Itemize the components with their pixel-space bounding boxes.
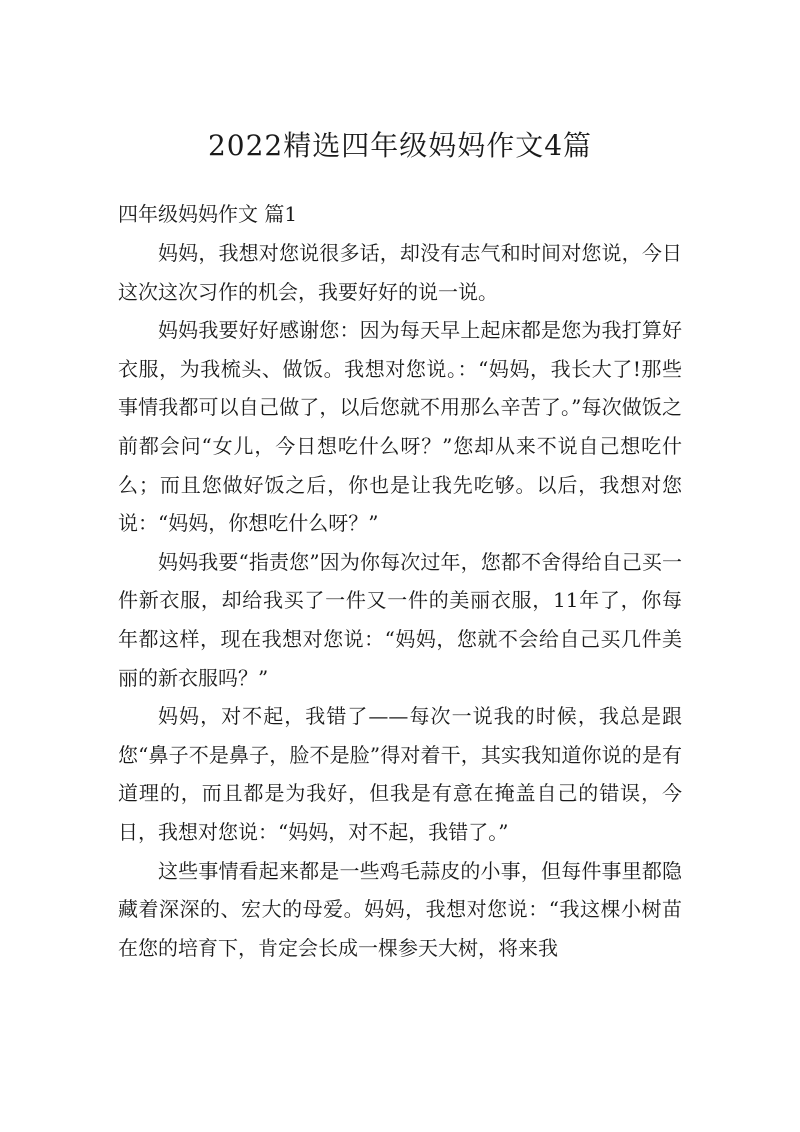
paragraph: 妈妈，我想对您说很多话，却没有志气和时间对您说，今日这次这次习作的机会，我要好好的说一说。 — [118, 241, 682, 304]
document-title: 2022精选四年级妈妈作文4篇 — [207, 129, 593, 162]
paragraph: 妈妈，对不起，我错了——每次一说我的时候，我总是跟您“鼻子不是鼻子，脸不是脸”得对着干，其实我知道你说的是有道理的，而且都是为我好，但我是有意在掩盖自己的错误，今日，我想对您说：“妈妈，对不起，我错了。” — [118, 704, 682, 844]
paragraph: 妈妈我要好好感谢您：因为每天早上起床都是您为我打算好衣服，为我梳头、做饭。我想对您说。：“妈妈，我长大了!那些事情我都可以自己做了，以后您就不用那么辛苦了。”每次做饭之前都会问“女儿，今日想吃什么呀？”您却从来不说自己想吃什么；而且您做好饭之后，你也是让我先吃够。以后，我想对您说：“妈妈，你想吃什么呀？” — [118, 318, 682, 536]
essay-body — [118, 234, 682, 967]
paragraph: 妈妈我要“指责您”因为你每次过年，您都不舍得给自己买一件新衣服，却给我买了一件又一件的美丽衣服，11年了，你每年都这样，现在我想对您说：“妈妈，您就不会给自己买几件美丽的新衣服吗？” — [118, 549, 682, 690]
section-heading: 四年级妈妈作文 篇1 — [118, 202, 298, 226]
paragraph: 这些事情看起来都是一些鸡毛蒜皮的小事，但每件事里都隐藏着深深的、宏大的母爱。妈妈，我想对您说：“我这棵小树苗在您的培育下，肯定会长成一棵参天大树，将来我 — [118, 858, 682, 960]
